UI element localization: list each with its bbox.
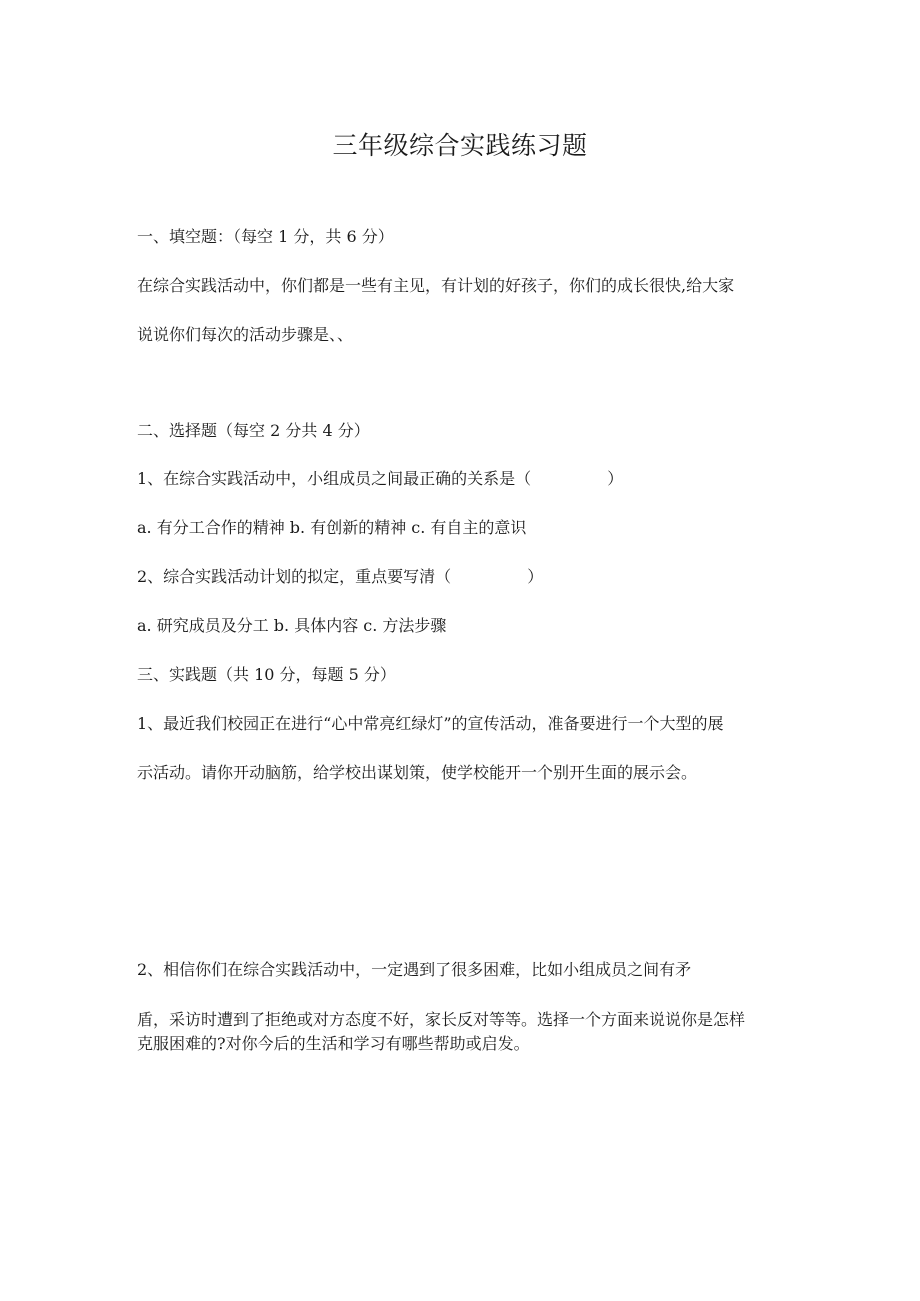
practice-question2-line1: 2、相信你们在综合实践活动中，一定遇到了很多困难，比如小组成员之间有矛	[137, 960, 692, 979]
question2-options: a. 研究成员及分工 b. 具体内容 c. 方法步骤	[137, 616, 447, 635]
section2-question1	[137, 468, 623, 490]
question1-close-paren: ）	[607, 469, 624, 488]
question1-options: a. 有分工合作的精神 b. 有创新的精神 c. 有自主的意识	[137, 518, 527, 537]
practice-question2-line2: 盾，采访时遭到了拒绝或对方态度不好，家长反对等等。选择一个方面来说说你是怎样	[137, 1010, 746, 1029]
question2-close-paren: ）	[527, 567, 544, 586]
question2-prompt: 2、综合实践活动计划的拟定，重点要写清（	[137, 567, 452, 586]
section2-heading: 二、选择题（每空 2 分共 4 分）	[137, 421, 370, 440]
page-title: 三年级综合实践练习题	[332, 131, 588, 160]
section1-heading: 一、填空题：（每空 1 分，共 6 分）	[137, 227, 394, 246]
section2-question2	[137, 566, 543, 588]
practice-question2-line3: 克服困难的?对你今后的生活和学习有哪些帮助或启发。	[137, 1034, 530, 1053]
practice-question1-line2: 示活动。请你开动脑筋，给学校出谋划策，使学校能开一个别开生面的展示会。	[137, 763, 698, 782]
question1-prompt: 1、在综合实践活动中，小组成员之间最正确的关系是（	[137, 469, 532, 488]
section1-text-line1: 在综合实践活动中，你们都是一些有主见，有计划的好孩子，你们的成长很快,给大家	[137, 276, 735, 295]
section3-heading: 三、实践题（共 10 分，每题 5 分）	[137, 665, 396, 684]
section1-text-line2: 说说你们每次的活动步骤是、、	[137, 325, 354, 344]
practice-question1-line1: 1、最近我们校园正在进行“心中常亮红绿灯”的宣传活动，准备要进行一个大型的展	[137, 714, 724, 733]
